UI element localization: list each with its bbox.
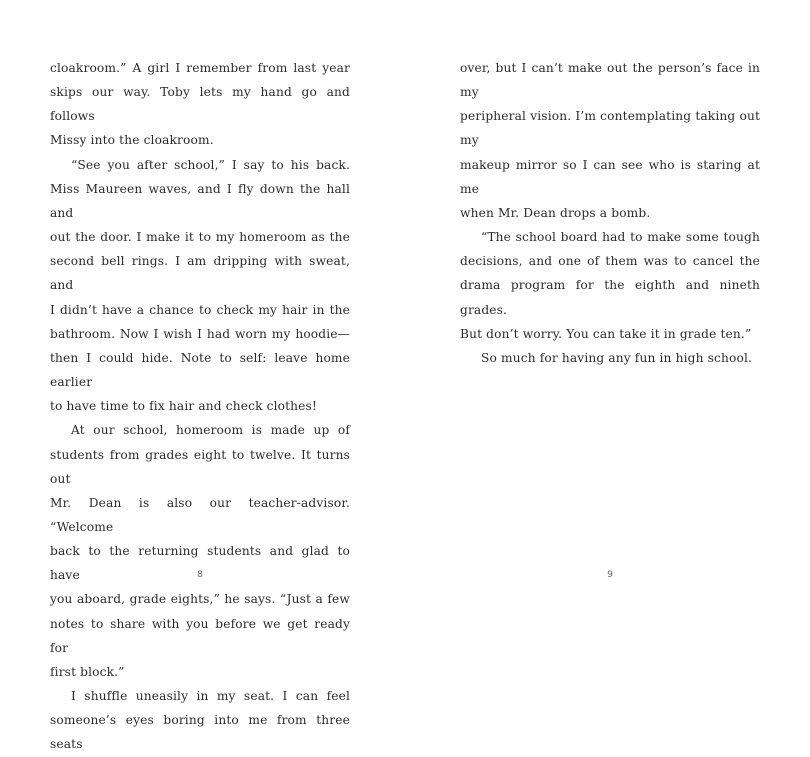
text-line: peripheral vision. I’m contemplating taking out my	[460, 109, 760, 148]
text-line: first block.”	[50, 664, 125, 679]
right-page	[460, 0, 760, 608]
text-line: to have time to fix hair and check clothes!	[50, 399, 317, 414]
text-line: someone’s eyes boring into me from three seats	[50, 713, 350, 752]
text-line: Missy into the cloakroom.	[50, 133, 214, 148]
left-page	[50, 0, 350, 752]
text-line: “The school board had to make some tough	[481, 230, 760, 245]
text-line: back to the returning students and glad to have	[50, 544, 350, 583]
text-line: over, but I can’t make out the person’s face in my	[460, 61, 760, 100]
text-line: So much for having any fun in high school.	[481, 350, 753, 365]
text-line: drama program for the eighth and nineth grades.	[460, 278, 760, 317]
right-page-text	[460, 56, 760, 370]
text-line: when Mr. Dean drops a bomb.	[460, 205, 651, 220]
text-line: skips our way. Toby lets my hand go and follows	[50, 85, 350, 124]
text-line: But don’t worry. You can take it in grade ten.”	[460, 326, 752, 341]
text-line: decisions, and one of them was to cancel the	[460, 254, 760, 269]
text-line: cloakroom.” A girl I remember from last year	[50, 61, 350, 75]
text-line: Mr. Dean is also our teacher-advisor. “Welcome	[50, 495, 350, 534]
text-line: out the door. I make it to my homeroom as the	[50, 230, 350, 245]
right-page-number: 9	[607, 570, 613, 580]
text-line: I shuffle uneasily in my seat. I can feel	[71, 689, 350, 704]
text-line: notes to share with you before we get ready for	[50, 616, 350, 655]
text-line: students from grades eight to twelve. It turns out	[50, 447, 350, 486]
text-line: bathroom. Now I wish I had worn my hoodie—	[50, 326, 350, 341]
left-page-text	[50, 56, 350, 757]
text-line: you aboard, grade eights,” he says. “Just a few	[50, 592, 350, 607]
text-line: second bell rings. I am dripping with sweat, and	[50, 254, 350, 293]
text-line: At our school, homeroom is made up of	[71, 423, 350, 438]
text-line: “See you after school,” I say to his back.	[71, 157, 350, 172]
text-line: I didn’t have a chance to check my hair in the	[50, 302, 350, 317]
text-line: then I could hide. Note to self: leave home earlier	[50, 350, 350, 390]
left-page-number: 8	[197, 570, 203, 580]
text-line: makeup mirror so I can see who is staring at me	[460, 157, 760, 196]
text-line: Miss Maureen waves, and I fly down the hall and	[50, 181, 350, 220]
